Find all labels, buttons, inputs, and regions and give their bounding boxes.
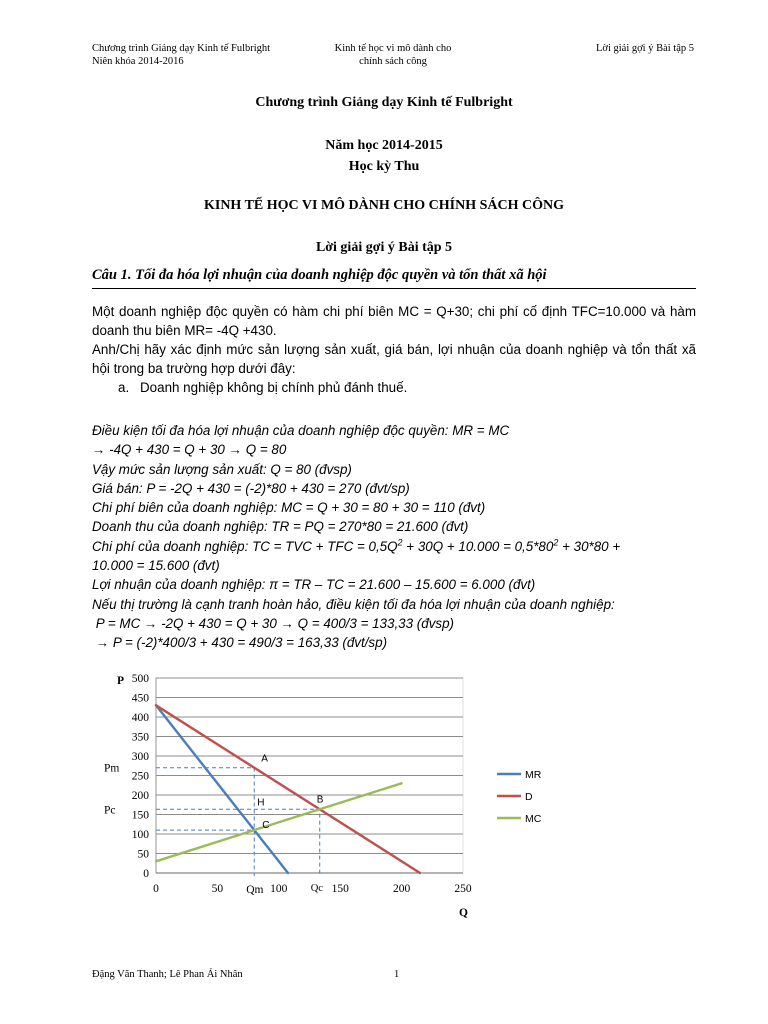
item-label: a. (118, 380, 130, 395)
header-course-line1: Kinh tế học vi mô dành cho (334, 43, 452, 54)
course-title: KINH TẾ HỌC VI MÔ DÀNH CHO CHÍNH SÁCH CÔNG (203, 198, 564, 213)
header-program: Chương trình Giảng dạy Kinh tế Fulbright (92, 43, 271, 54)
doc-title: Lời giải gợi ý Bài tập 5 (315, 240, 453, 255)
series-line-mr (156, 705, 288, 873)
header-center (330, 42, 456, 68)
header-right: Lời giải gợi ý Bài tập 5 (595, 43, 694, 54)
y-tick-label: 200 (131, 790, 149, 802)
qm-label: Qm (246, 884, 264, 896)
y-tick-label: 100 (131, 829, 149, 841)
pm-label: Pm (104, 762, 120, 775)
x-tick-label: 200 (392, 883, 411, 895)
y-tick-label: 500 (131, 673, 149, 685)
text-run: + 30*80 + (558, 538, 621, 554)
solution (92, 421, 696, 653)
y-tick-label: 350 (131, 731, 149, 744)
pc-qc-dashed-line (156, 809, 320, 876)
solution-line: Doanh thu của doanh nghiệp: TR = PQ = 270*80 = 21.600 (đvt) (92, 519, 469, 535)
y-tick-label: 150 (131, 809, 149, 822)
legend-label-d: D (525, 791, 533, 803)
legend-label-mr: MR (525, 769, 542, 781)
pm-qm-dashed-line (156, 768, 254, 876)
solution-line: Điều kiện tối đa hóa lợi nhuận của doanh nghiệp độc quyền: MR = MC (92, 423, 510, 438)
problem-paragraph-1: Một doanh nghiệp độc quyền có hàm chi phí biên MC = Q+30; chi phí cố định TFC=10.000 và hàm doanh thu biên MR= -4Q +430. (92, 304, 696, 338)
solution-line: Vậy mức sản lượng sản xuất: Q = 80 (đvsp) (92, 461, 352, 477)
text-run: Chi phí của doanh nghiệp: TC = TVC + TFC = 0,5Q (92, 538, 398, 554)
page-number: 1 (394, 969, 400, 980)
monopoly-chart (86, 664, 596, 926)
x-tick-label: 0 (153, 883, 159, 895)
solution-line: 10.000 = 15.600 (đvt) (92, 558, 220, 574)
qc-label: Qc (310, 883, 323, 894)
header-course-year: Niên khóa 2014-2016 (92, 56, 184, 67)
pc-label: Pc (104, 804, 116, 817)
y-tick-label: 250 (131, 770, 149, 783)
superscript: 2 (397, 537, 403, 548)
program-title: Chương trình Giảng dạy Kinh tế Fulbright (255, 95, 513, 110)
solution-line (92, 537, 696, 556)
x-tick-label: 250 (454, 883, 472, 895)
header-left (92, 42, 270, 68)
point-label-h: H (257, 797, 265, 809)
solution-line: → P = (-2)*400/3 + 430 = 490/3 = 163,33 (đvt/sp) (92, 635, 388, 651)
solution-line: P = MC → -2Q + 430 = Q + 30 → Q = 400/3 = 133,33 (đvsp) (92, 615, 454, 631)
section-heading: Câu 1. Tối đa hóa lợi nhuận của doanh nghiệp độc quyền và tổn thất xã hội (92, 267, 696, 289)
item-text: Doanh nghiệp không bị chính phủ đánh thuế. (140, 380, 408, 395)
solution-line: → -4Q + 430 = Q + 30 → Q = 80 (92, 442, 287, 458)
solution-line: Nếu thị trường là cạnh tranh hoàn hảo, điều kiện tối đa hóa lợi nhuận của doanh nghiệp: (92, 596, 615, 612)
problem-statement (92, 302, 696, 397)
point-label-c: C (262, 820, 270, 832)
y-tick-label: 300 (131, 751, 149, 763)
point-label-a: A (261, 753, 268, 765)
x-tick-label: 150 (331, 883, 349, 895)
problem-paragraph-2: Anh/Chị hãy xác định mức sản lượng sản xuất, giá bán, lợi nhuận của doanh nghiệp và tổn thất xã hội trong ba trường hợp dưới đây: (92, 342, 696, 376)
academic-year: Năm học 2014-2015 (325, 138, 443, 153)
point-label-b: B (316, 794, 324, 806)
term: Học kỳ Thu (348, 159, 420, 174)
superscript: 2 (553, 537, 559, 548)
y-tick-label: 450 (131, 692, 149, 705)
y-tick-label: 400 (131, 712, 149, 724)
x-tick-label: 50 (211, 883, 224, 895)
x-tick-label: 100 (270, 883, 288, 895)
header-course-line2: chính sách công (359, 56, 427, 67)
text-run: + 30Q + 10.000 = 0,5*80 (402, 538, 554, 554)
solution-line: Chi phí biên của doanh nghiệp: MC = Q + 30 = 80 + 30 = 110 (đvt) (92, 500, 486, 516)
solution-line: Giá bán: P = -2Q + 430 = (-2)*80 + 430 = 270 (đvt/sp) (92, 480, 410, 496)
problem-item-a (92, 378, 696, 397)
y-axis-title: P (117, 675, 125, 687)
y-tick-label: 50 (137, 848, 149, 861)
solution-line: Lợi nhuận của doanh nghiệp: π = TR – TC = 21.600 – 15.600 = 6.000 (đvt) (92, 577, 536, 593)
legend-label-mc: MC (525, 813, 542, 825)
y-tick-label: 0 (143, 868, 149, 880)
x-axis-title: Q (459, 907, 468, 919)
footer-authors: Đặng Văn Thanh; Lê Phan Ái Nhân (92, 969, 243, 980)
